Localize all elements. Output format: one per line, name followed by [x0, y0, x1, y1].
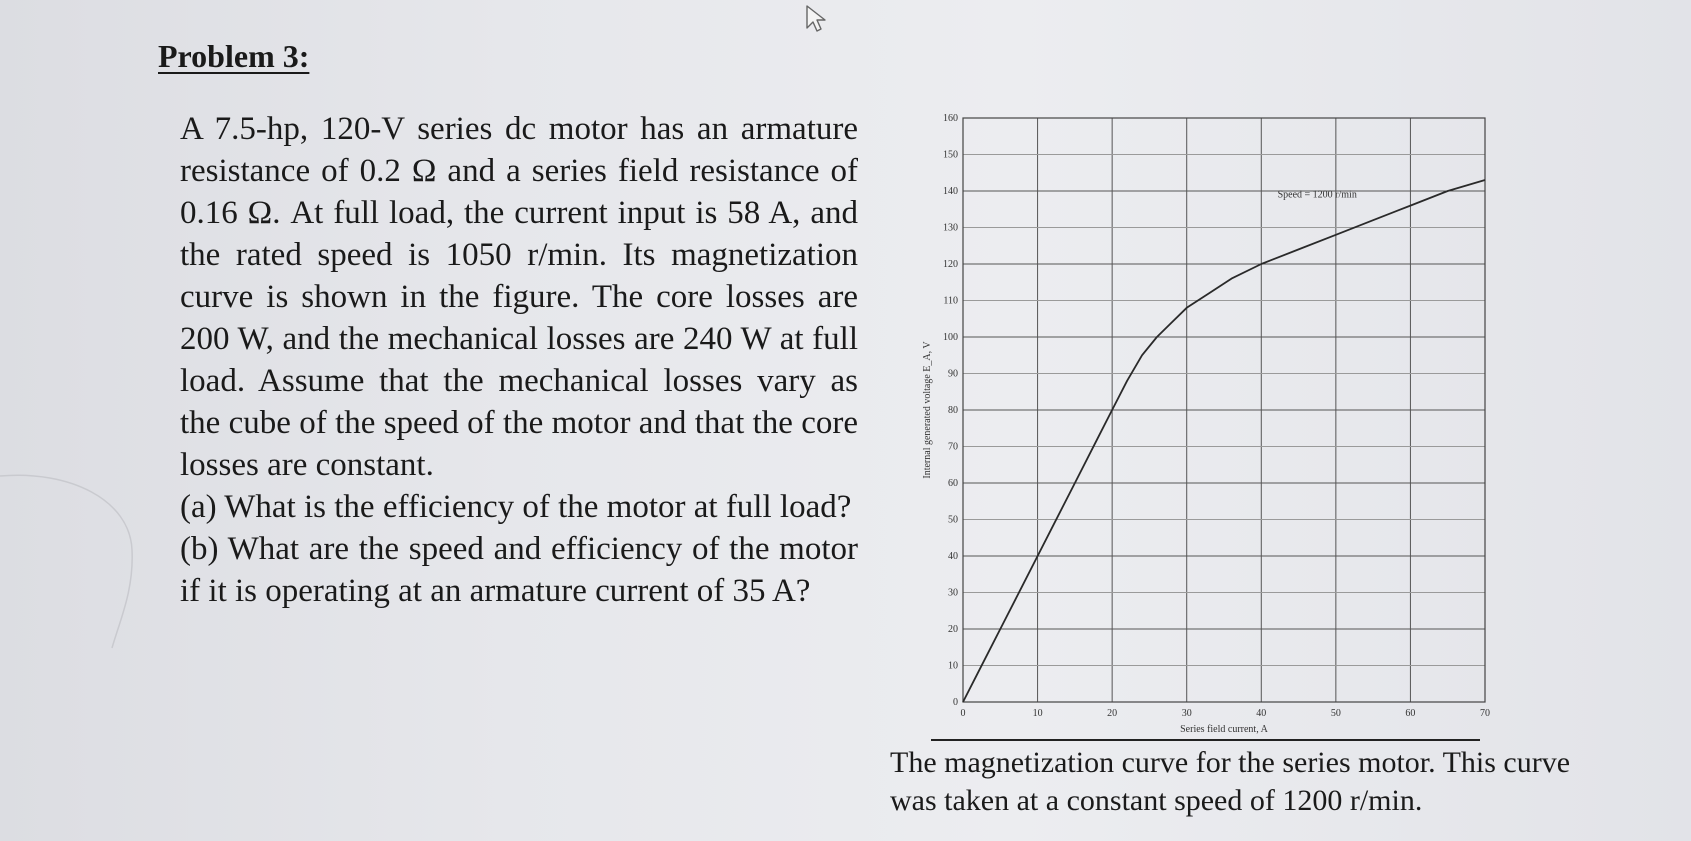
- chart-grid: [963, 118, 1485, 702]
- figure-caption: The magnetization curve for the series motor. This curve was taken at a constant speed of 1200 r/min.: [890, 746, 1571, 817]
- y-tick-label: 50: [948, 514, 958, 526]
- mouse-cursor-icon: [804, 4, 830, 34]
- screen-glare-arc: [0, 470, 140, 670]
- speed-annotation: Speed = 1200 r/min: [1277, 189, 1357, 201]
- x-tick-label: 0: [960, 708, 966, 719]
- y-tick-label: 110: [943, 295, 958, 307]
- y-axis-label: Internal generated voltage E_A, V: [922, 341, 933, 479]
- x-tick-label: 60: [1405, 708, 1416, 719]
- y-tick-label: 20: [948, 624, 958, 635]
- x-tick-label: 70: [1480, 708, 1490, 719]
- y-tick-label: 90: [948, 368, 958, 380]
- page-title: Problem 3:: [158, 38, 310, 74]
- y-tick-label: 60: [948, 478, 958, 489]
- y-tick-label: 0: [953, 697, 958, 708]
- y-tick-label: 150: [943, 149, 958, 161]
- question-a: (a) What is the efficiency of the motor at full load?: [180, 489, 852, 525]
- magnetization-curve-line: [963, 180, 1485, 702]
- x-tick-label: 50: [1330, 708, 1341, 719]
- chart-curve-group: [963, 180, 1485, 702]
- y-tick-label: 140: [943, 186, 958, 197]
- y-tick-label: 10: [948, 660, 958, 672]
- x-axis-label: Series field current, A: [1180, 724, 1268, 735]
- y-tick-label: 120: [943, 259, 958, 270]
- chart-ticks: [943, 113, 1490, 719]
- y-tick-label: 70: [948, 441, 958, 453]
- x-tick-label: 10: [1032, 708, 1043, 719]
- problem-statement: [180, 108, 858, 612]
- y-tick-label: 80: [948, 405, 958, 416]
- problem-paragraph: A 7.5-hp, 120-V series dc motor has an armature resistance of 0.2 Ω and a series field resistance of 0.16 Ω. At full load, the current input is 58 A, and the rated speed is 1050 r/min. Its magnetization curve is shown in the figure. The core losses are 200 W, and the mechanical losses are 240 W at full load. Assume that the mechanical losses vary as the cube of the speed of the motor and that the core losses are constant.: [180, 111, 858, 483]
- y-tick-label: 30: [948, 587, 958, 599]
- y-tick-label: 100: [943, 332, 958, 343]
- x-tick-label: 20: [1107, 708, 1118, 719]
- x-tick-label: 40: [1256, 708, 1267, 719]
- question-b: (b) What are the speed and efficiency of the motor if it is operating at an armature current of 35 A?: [180, 531, 858, 609]
- magnetization-chart: [908, 108, 1498, 744]
- y-tick-label: 130: [943, 222, 958, 234]
- y-tick-label: 40: [948, 551, 958, 562]
- x-tick-label: 30: [1181, 708, 1192, 719]
- y-tick-label: 160: [943, 113, 958, 124]
